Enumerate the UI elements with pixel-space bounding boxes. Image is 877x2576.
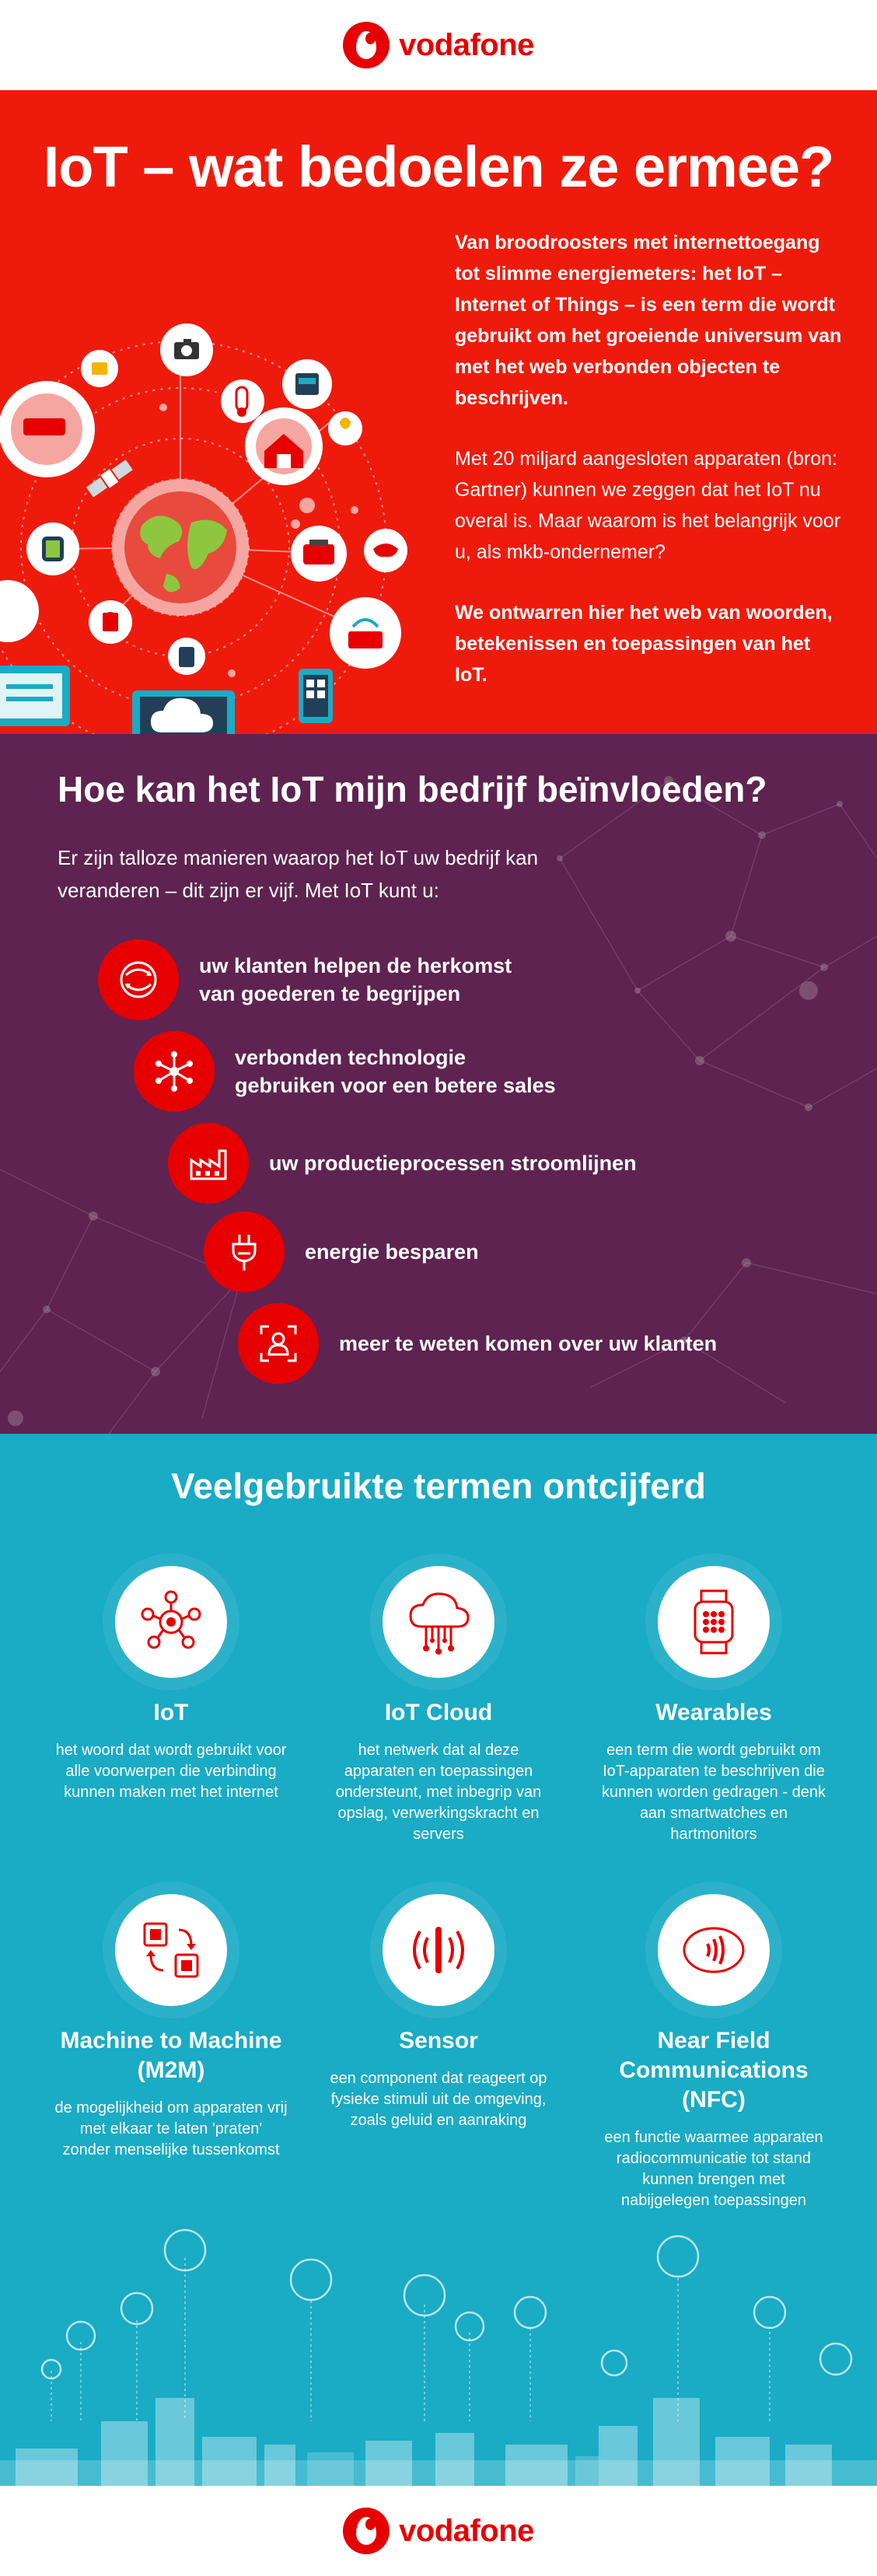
benefit-item [204,1211,479,1292]
term-description: het woord dat wordt gebruikt voor alle voorwerpen die verbinding kunnen maken met het internet [55,1742,287,1801]
term-title: Sensor [399,2028,478,2053]
intro-paragraph-2: Met 20 miljard aangesloten apparaten (bron: Gartner) kunnen we zeggen dat het IoT nu overal is. Maar waarom is het belangrijk voor u, als mkb-ondernemer? [455,448,841,563]
factory-icon [168,1123,249,1204]
intro-text [455,227,844,720]
term-description: een component dat reageert op fysieke stimuli uit de omgeving, zoals geluid en aanraking [330,2070,547,2129]
intro-paragraph-3: We ontwarren hier het web van woorden, betekenissen en toepassingen van het IoT. [455,602,833,686]
brand-name: vodafone [399,2513,534,2548]
term-description: een functie waarmee apparaten radiocommunicatie tot stand kunnen brengen met nabijgelegen toepassingen [604,2129,823,2209]
terms-section [0,1434,877,2486]
city-skyline-illustration [0,1434,877,2486]
brand-name: vodafone [399,27,534,62]
benefit-label-line-2: gebruiken voor een betere sales [235,1074,556,1097]
impact-section [0,734,877,1434]
network-hub-icon [134,1031,215,1112]
term-title: Near Field Communications (NFC) [619,2028,809,2113]
benefit-item [134,1031,556,1112]
impact-title: Hoe kan het IoT mijn bedrijf beïnvloeden? [58,769,767,809]
globe-arrows-icon [98,939,179,1020]
intro-section [0,90,877,734]
customer-focus-icon [238,1303,319,1384]
term-title: IoT [153,1700,189,1725]
benefit-label-line-1: verbonden technologie [235,1046,466,1069]
term-description: de mogelijkheid om apparaten vrij met elkaar te laten 'praten' zonder menselijke tussenkomst [54,2099,288,2158]
terms-title: Veelgebruikte termen ontcijferd [171,1466,706,1506]
benefit-item [98,939,512,1020]
plug-icon [204,1211,285,1292]
benefit-label: uw productieprocessen stroomlijnen [269,1152,637,1175]
term-title: IoT Cloud [384,1700,493,1725]
benefit-item [168,1123,637,1204]
benefit-label-line-2: van goederen te begrijpen [199,982,461,1005]
term-description: een term die wordt gebruikt om IoT-apparaten te beschrijven die kunnen worden gedragen - denk aan smartwatches en hartmonitors [602,1742,826,1843]
top-brand-bar [0,0,877,90]
bottom-brand-bar [0,2486,877,2576]
intro-paragraph-1: Van broodroosters met internettoegang tot slimme energiemeters: het IoT – Internet of Things – is een term die wordt gebruikt om het groeiende universum van met het web verbonden objecten te beschrijven. [455,232,842,409]
benefit-label: meer te weten komen over uw klanten [339,1332,718,1355]
benefit-item [238,1303,717,1384]
impact-lead: Er zijn talloze manieren waarop het IoT uw bedrijf kan veranderen – dit zijn er vijf. Met IoT kunt u: [58,846,539,902]
benefit-label: energie besparen [305,1240,479,1264]
iot-devices-illustration [0,215,435,734]
term-title: Wearables [655,1700,772,1725]
benefit-label-line-1: uw klanten helpen de herkomst [199,954,512,977]
vodafone-logo-icon [343,22,390,68]
vodafone-logo-icon [343,2508,390,2554]
term-title: Machine to Machine (M2M) [60,2028,282,2083]
intro-title: IoT – wat bedoelen ze ermee? [43,135,834,199]
term-description: het netwerk dat al deze apparaten en toepassingen ondersteunt, met inbegrip van opslag, verwerkingskracht en servers [335,1742,542,1843]
